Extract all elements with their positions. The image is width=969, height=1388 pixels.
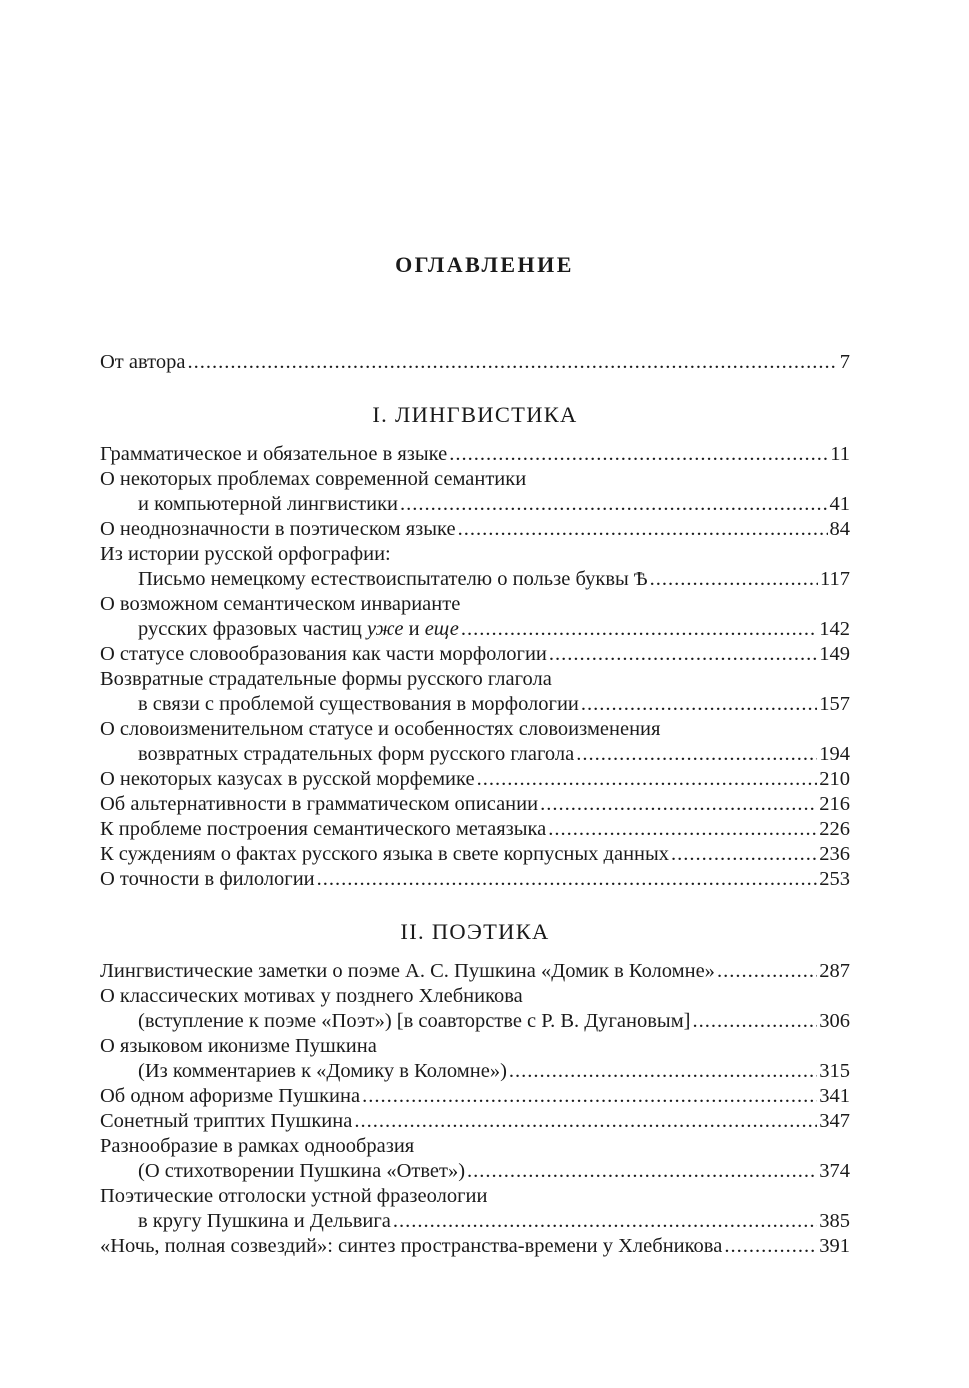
italic-particle: уже xyxy=(366,618,404,640)
toc-entry-text-continuation: в связи с проблемой существования в морфологии xyxy=(138,693,579,715)
conjunction: и xyxy=(408,618,420,640)
toc-page-number: 7 xyxy=(839,351,850,373)
dot-leader xyxy=(393,1209,817,1234)
toc-entry-text: О некоторых проблемах современной семантики xyxy=(100,468,527,490)
toc-entry[interactable] xyxy=(100,842,850,867)
toc-entry-text-continuation: и компьютерной лингвистики xyxy=(138,493,399,515)
toc-page-number: 236 xyxy=(819,843,850,865)
toc-page-number: 226 xyxy=(819,818,850,840)
toc-page-number: 385 xyxy=(819,1210,850,1232)
page-title: ОГЛАВЛЕНИЕ xyxy=(395,252,574,277)
toc-page-number: 210 xyxy=(819,768,850,790)
toc-entry-text: К проблеме построения семантического метаязыка xyxy=(100,818,547,840)
toc-entry[interactable] xyxy=(100,984,850,1034)
toc-entry-text-plain: русских фразовых частиц xyxy=(138,618,362,640)
toc-entry-text: О возможном семантическом инварианте xyxy=(100,593,461,615)
dot-leader xyxy=(650,567,818,592)
toc-page-number: 216 xyxy=(819,793,850,815)
dot-leader xyxy=(540,792,817,817)
toc-page-number: 391 xyxy=(819,1235,850,1257)
toc-entry[interactable] xyxy=(100,867,850,892)
toc-entry-text: О словоизменительном статусе и особенностях словоизменения xyxy=(100,718,661,740)
toc-entry-text-continuation: в кругу Пушкина и Дельвига xyxy=(138,1210,391,1232)
toc-page-number: 11 xyxy=(830,443,850,465)
toc-entry-text-continuation: (вступление к поэме «Поэт») [в соавторстве с Р. В. Дугановым] xyxy=(138,1010,691,1032)
toc-entry[interactable] xyxy=(100,1184,850,1234)
toc-entry-text: Об одном афоризме Пушкина xyxy=(100,1085,361,1107)
toc-entry[interactable] xyxy=(100,717,850,767)
dot-leader xyxy=(724,1234,817,1259)
toc-entry[interactable] xyxy=(100,1034,850,1084)
dot-leader xyxy=(549,642,817,667)
dot-leader xyxy=(581,692,817,717)
toc-entry[interactable] xyxy=(100,1134,850,1184)
toc-entry[interactable] xyxy=(100,767,850,792)
toc-entry[interactable] xyxy=(100,642,850,667)
toc-page-number: 341 xyxy=(819,1085,850,1107)
toc-entry-text-continuation: (О стихотворении Пушкина «Ответ») xyxy=(138,1160,466,1182)
toc-page-number: 149 xyxy=(819,643,850,665)
toc-entry-text: К суждениям о фактах русского языка в свете корпусных данных xyxy=(100,843,670,865)
dot-leader xyxy=(671,842,817,867)
toc-page-number: 157 xyxy=(819,693,850,715)
toc-entry[interactable] xyxy=(100,667,850,717)
toc-entry-text: От автора xyxy=(100,351,186,373)
dot-leader xyxy=(461,617,817,642)
toc-entry[interactable] xyxy=(100,442,850,467)
toc-page-number: 306 xyxy=(819,1010,850,1032)
toc-entry-text: Лингвистические заметки о поэме А. С. Пушкина «Домик в Коломне» xyxy=(100,960,715,982)
italic-particle: еще xyxy=(424,618,459,640)
dot-leader xyxy=(548,817,817,842)
toc-entry-text: О классических мотивах у позднего Хлебникова xyxy=(100,985,523,1007)
toc-entry[interactable] xyxy=(100,542,850,592)
toc-entry-text-continuation: возвратных страдательных форм русского глагола xyxy=(138,743,575,765)
dot-leader xyxy=(467,1159,817,1184)
toc-page-number: 374 xyxy=(819,1160,850,1182)
toc-entry-text: Поэтические отголоски устной фразеологии xyxy=(100,1185,488,1207)
dot-leader xyxy=(477,767,818,792)
toc-entry-text: О неоднозначности в поэтическом языке xyxy=(100,518,456,540)
toc-entry[interactable] xyxy=(100,959,850,984)
toc-page-number: 253 xyxy=(819,868,850,890)
dot-leader xyxy=(354,1109,817,1134)
toc-entry-text: О статусе словообразования как части морфологии xyxy=(100,643,547,665)
toc-page-number: 347 xyxy=(819,1110,850,1132)
dot-leader xyxy=(317,867,818,892)
dot-leader xyxy=(449,442,828,467)
dot-leader xyxy=(400,492,827,517)
toc-entry[interactable] xyxy=(100,792,850,817)
toc-entry-text: О языковом иконизме Пушкина xyxy=(100,1035,377,1057)
section-heading-linguistics: I. ЛИНГВИСТИКА xyxy=(372,402,578,427)
toc-entry-text: О точности в филологии xyxy=(100,868,315,890)
toc-entry-text: О некоторых казусах в русской морфемике xyxy=(100,768,475,790)
toc-entry-text: Разнообразие в рамках однообразия xyxy=(100,1135,415,1157)
toc-page-number: 41 xyxy=(829,493,850,515)
toc-entry[interactable] xyxy=(100,1234,850,1259)
toc-entry-text: Грамматическое и обязательное в языке xyxy=(100,443,448,465)
toc-entry[interactable] xyxy=(100,1109,850,1134)
dot-leader xyxy=(693,1009,818,1034)
toc-page-number: 194 xyxy=(819,743,850,765)
toc-entry-text: Сонетный триптих Пушкина xyxy=(100,1110,353,1132)
dot-leader xyxy=(362,1084,817,1109)
toc-entry[interactable] xyxy=(100,1084,850,1109)
dot-leader xyxy=(187,350,837,375)
toc-entry-intro[interactable] xyxy=(100,350,850,375)
toc-entry-text: Из истории русской орфографии: xyxy=(100,543,391,565)
dot-leader xyxy=(458,517,828,542)
table-of-contents xyxy=(100,350,850,1259)
toc-entry[interactable] xyxy=(100,467,850,517)
toc-entry-text: Возвратные страдательные формы русского глагола xyxy=(100,668,552,690)
toc-entry[interactable] xyxy=(100,592,850,642)
dot-leader xyxy=(509,1059,817,1084)
dot-leader xyxy=(576,742,817,767)
toc-page-number: 117 xyxy=(820,568,850,590)
toc-entry-text-continuation: Письмо немецкому естествоиспытателю о пользе буквы Ѣ xyxy=(138,568,648,590)
toc-entry-text: Об альтернативности в грамматическом описании xyxy=(100,793,539,815)
toc-page-number: 315 xyxy=(819,1060,850,1082)
dot-leader xyxy=(717,959,817,984)
toc-entry-text-continuation xyxy=(138,617,459,642)
toc-page-number: 287 xyxy=(819,960,850,982)
toc-entry-text: «Ночь, полная созвездий»: синтез пространства-времени у Хлебникова xyxy=(100,1235,723,1257)
section-heading-poetics: II. ПОЭТИКА xyxy=(400,919,550,944)
toc-entry-text-continuation: (Из комментариев к «Домику в Коломне») xyxy=(138,1060,507,1082)
toc-page-number: 84 xyxy=(829,518,850,540)
toc-page-number: 142 xyxy=(819,618,850,640)
toc-entry[interactable] xyxy=(100,817,850,842)
toc-entry[interactable] xyxy=(100,517,850,542)
